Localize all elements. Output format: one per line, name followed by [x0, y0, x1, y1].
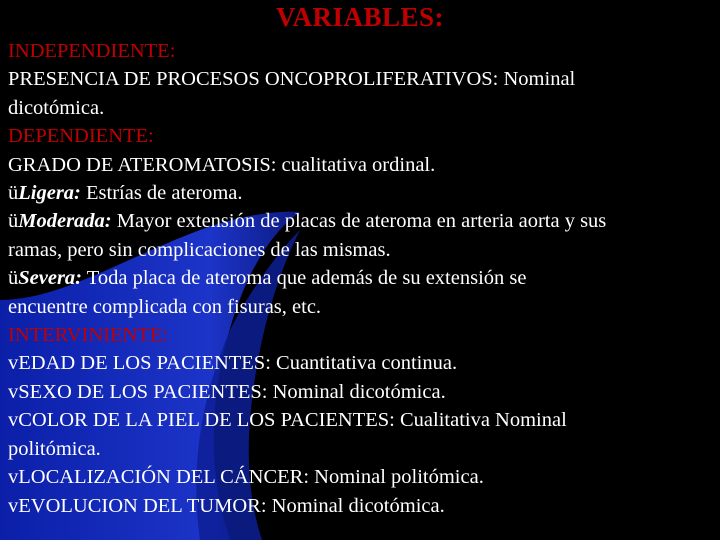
diamond-bullet-icon: v [8, 380, 19, 403]
independent-line-1: PRESENCIA DE PROCESOS ONCOPROLIFERATIVOS: Nominal [8, 68, 576, 91]
slide-title: VARIABLES: [275, 2, 445, 32]
list-item-evolucion [8, 492, 716, 520]
term-moderada: Moderada: [18, 210, 112, 233]
text-sexo: SEXO DE LOS PACIENTES: Nominal dicotómica. [18, 380, 446, 403]
intervening-heading: INTERVINIENTE: [8, 324, 169, 347]
diamond-bullet-icon: v [8, 494, 19, 517]
desc-ligera: Estrías de ateroma. [80, 182, 243, 205]
list-item-edad [8, 349, 716, 377]
list-item-localizacion [8, 463, 716, 491]
content [8, 37, 716, 520]
desc-moderada-1: Mayor extensión de placas de ateroma en arteria aorta y sus [111, 210, 607, 233]
check-icon: ü [8, 182, 19, 205]
text-evolucion: EVOLUCION DEL TUMOR: Nominal dicotómica. [18, 494, 445, 517]
term-ligera: Ligera: [18, 182, 81, 205]
independent-line-2: dicotómica. [8, 96, 105, 119]
diamond-bullet-icon: v [8, 466, 19, 489]
check-icon: ü [8, 210, 19, 233]
term-severa: Severa: [18, 267, 83, 290]
text-localizacion: LOCALIZACIÓN DEL CÁNCER: Nominal politómica. [18, 466, 484, 489]
text-color-2: politómica. [8, 437, 101, 460]
dependent-heading: DEPENDIENTE: [8, 125, 154, 148]
desc-moderada-2: ramas, pero sin complicaciones de las mismas. [8, 238, 391, 261]
check-icon: ü [8, 267, 19, 290]
desc-severa-2: encuentre complicada con fisuras, etc. [8, 295, 322, 318]
diamond-bullet-icon: v [8, 409, 19, 432]
desc-severa-1: Toda placa de ateroma que además de su extensión se [82, 267, 527, 290]
list-item-color [8, 406, 716, 434]
list-item-sexo [8, 378, 716, 406]
text-color-1: COLOR DE LA PIEL DE LOS PACIENTES: Cualitativa Nominal [18, 409, 567, 432]
independent-heading: INDEPENDIENTE: [8, 40, 176, 62]
text-edad: EDAD DE LOS PACIENTES: Cuantitativa continua. [18, 352, 458, 375]
diamond-bullet-icon: v [8, 352, 19, 375]
list-item-moderada [8, 207, 716, 235]
list-item-severa [8, 264, 716, 292]
list-item-ligera [8, 179, 716, 207]
dependent-line-1: GRADO DE ATEROMATOSIS: cualitativa ordinal. [8, 153, 436, 176]
